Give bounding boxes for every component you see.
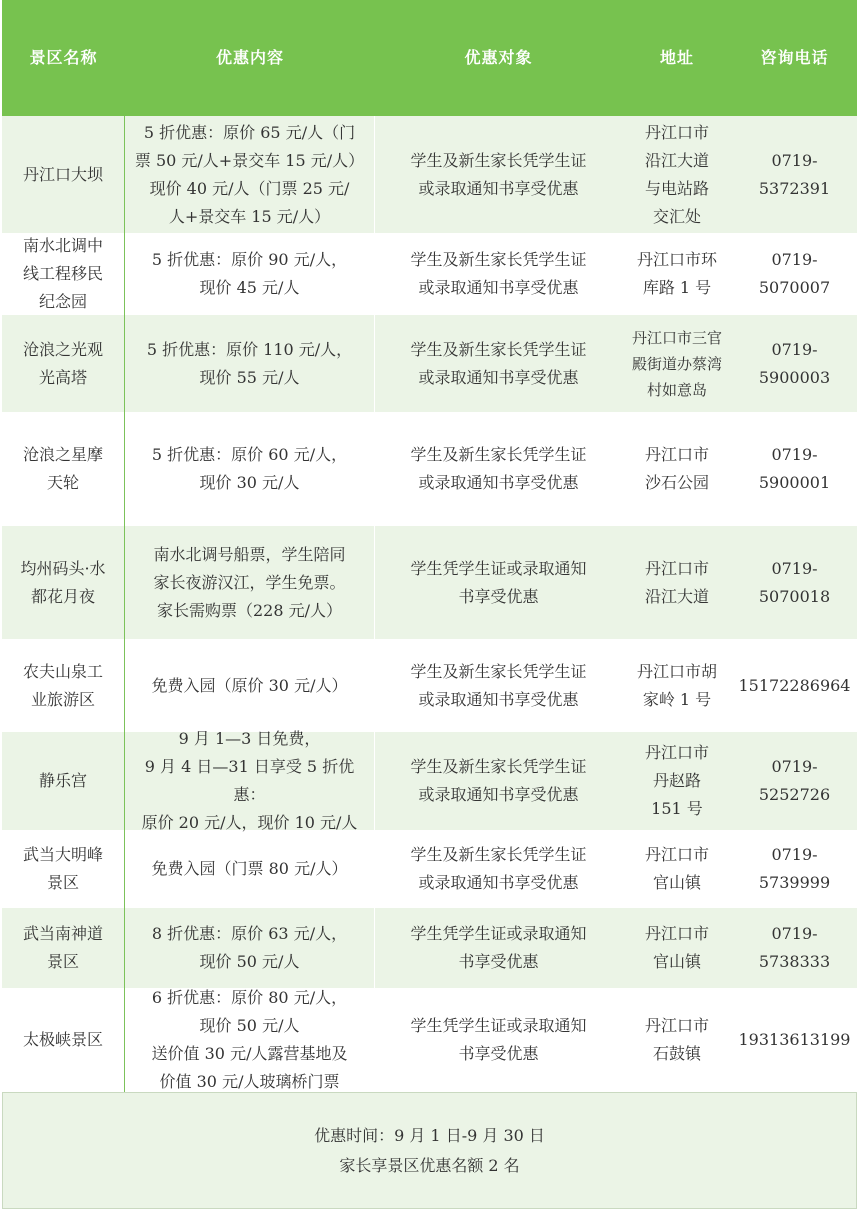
address-cell	[622, 732, 732, 830]
scenic-name-line: 沧浪之光观	[22, 339, 103, 359]
discount-line: 5 折优惠：原价 60 元/人，	[151, 445, 348, 464]
target-line: 或录取通知书享受优惠	[418, 473, 579, 492]
address-line: 丹江口市	[644, 558, 709, 578]
table-footer	[2, 1092, 857, 1209]
target-line: 书享受优惠	[458, 952, 539, 971]
target-cell	[375, 639, 622, 732]
discount-table	[2, 0, 857, 1209]
target-line: 书享受优惠	[458, 1044, 539, 1063]
address-line: 151 号	[651, 799, 703, 818]
phone-number: 0719-5900001	[758, 445, 831, 492]
discount-line: 家长夜游汉江，学生免票。	[153, 572, 346, 592]
discount-line: 南水北调号船票，学生陪同	[153, 544, 346, 564]
target-cell	[375, 315, 622, 412]
address-line: 丹江口市	[644, 1016, 709, 1035]
target-line: 或录取通知书享受优惠	[418, 873, 579, 892]
discount-line: 5 折优惠：原价 90 元/人，	[151, 250, 348, 269]
header-phone: 咨询电话	[760, 48, 829, 67]
discount-cell	[125, 639, 375, 732]
address-line: 殿街道办蔡湾	[631, 354, 722, 373]
scenic-name-cell	[2, 412, 125, 526]
scenic-name-line: 农夫山泉工	[22, 661, 103, 681]
phone-cell	[732, 908, 857, 988]
target-line: 或录取通知书享受优惠	[418, 278, 579, 297]
scenic-name-line: 太极峡景区	[22, 1030, 103, 1049]
scenic-name-line: 南水北调中	[22, 236, 103, 255]
target-cell	[375, 732, 622, 830]
header-target: 优惠对象	[464, 48, 533, 67]
scenic-name-cell	[2, 639, 125, 732]
discount-line: 价值 30 元/人玻璃桥门票	[159, 1072, 340, 1091]
discount-line: 8 折优惠：原价 63 元/人，	[151, 924, 348, 943]
target-line: 或录取通知书享受优惠	[418, 689, 579, 709]
address-cell	[622, 412, 732, 526]
discount-line: 免费入园（门票 80 元/人）	[151, 859, 348, 878]
phone-cell	[732, 988, 857, 1092]
scenic-name-line: 业旅游区	[30, 689, 95, 709]
address-cell	[622, 988, 732, 1092]
table-row	[2, 908, 857, 988]
header-scenic-name: 景区名称	[29, 48, 98, 67]
scenic-name-cell	[2, 908, 125, 988]
target-cell	[375, 233, 622, 315]
discount-line: 免费入园（原价 30 元/人）	[151, 675, 348, 695]
table-row	[2, 526, 857, 639]
discount-line: 家长需购票（228 元/人）	[156, 600, 342, 620]
discount-line: 5 折优惠：原价 110 元/人，	[146, 339, 353, 359]
address-line: 库路 1 号	[642, 278, 712, 297]
target-line: 学生及新生家长凭学生证	[410, 150, 587, 170]
target-line: 或录取通知书享受优惠	[418, 785, 579, 804]
address-line: 石鼓镇	[652, 1044, 701, 1063]
phone-number: 0719-5070018	[758, 558, 831, 606]
scenic-name-line: 武当大明峰	[22, 845, 103, 864]
phone-number: 0719-5738333	[758, 924, 831, 971]
address-line: 官山镇	[652, 873, 701, 892]
phone-number: 19313613199	[738, 1030, 851, 1049]
discount-line: 原价 20 元/人，现价 10 元/人	[141, 813, 358, 832]
address-cell	[622, 830, 732, 908]
address-line: 丹江口市	[644, 845, 709, 864]
scenic-name-cell	[2, 830, 125, 908]
footer-period: 优惠时间：9 月 1 日-9 月 30 日	[314, 1125, 545, 1145]
discount-line: 9 月 4 日—31 日享受 5 折优惠：	[144, 757, 355, 804]
target-line: 学生凭学生证或录取通知	[410, 924, 587, 943]
table-row	[2, 315, 857, 412]
address-cell	[622, 315, 732, 412]
phone-cell	[732, 412, 857, 526]
discount-cell	[125, 729, 375, 832]
table-body	[2, 116, 857, 1092]
discount-cell	[125, 116, 375, 233]
scenic-name-line: 景区	[46, 873, 79, 892]
target-line: 或录取通知书享受优惠	[418, 367, 579, 387]
scenic-name-line: 沧浪之星摩	[22, 445, 103, 464]
discount-cell	[125, 988, 375, 1092]
table-row	[2, 412, 857, 526]
phone-cell	[732, 732, 857, 830]
scenic-name-line: 光高塔	[38, 367, 87, 387]
scenic-name-cell	[2, 988, 125, 1092]
footer-quota: 家长享景区优惠名额 2 名	[339, 1155, 520, 1175]
discount-cell	[125, 233, 375, 315]
phone-cell	[732, 639, 857, 732]
discount-line: 人+景交车 15 元/人）	[168, 206, 331, 226]
address-line: 丹江口市	[644, 924, 709, 943]
table-row	[2, 729, 857, 832]
scenic-name-line: 都花月夜	[30, 586, 95, 606]
target-line: 学生及新生家长凭学生证	[410, 757, 587, 776]
header-discount: 优惠内容	[215, 48, 284, 67]
discount-line: 送价值 30 元/人露营基地及	[151, 1044, 348, 1063]
phone-number: 0719-5252726	[758, 757, 831, 804]
target-line: 学生凭学生证或录取通知	[410, 1016, 587, 1035]
table-row	[2, 116, 857, 233]
discount-line: 5 折优惠：原价 65 元/人（门	[143, 122, 356, 142]
scenic-name-line: 均州码头·水	[20, 558, 106, 578]
scenic-name-line: 武当南神道	[22, 924, 103, 943]
address-line: 家岭 1 号	[642, 689, 712, 709]
scenic-name-line: 纪念园	[38, 292, 87, 311]
phone-cell	[732, 526, 857, 639]
address-line: 丹江口市	[644, 445, 709, 464]
address-cell	[622, 116, 732, 233]
discount-line: 票 50 元/人+景交车 15 元/人）	[134, 150, 365, 170]
target-line: 学生及新生家长凭学生证	[410, 339, 587, 359]
phone-number: 0719-5372391	[758, 150, 831, 198]
phone-number: 15172286964	[738, 675, 851, 695]
address-line: 沙石公园	[644, 473, 709, 492]
target-line: 或录取通知书享受优惠	[418, 178, 579, 198]
address-cell	[622, 233, 732, 315]
phone-number: 0719-5070007	[758, 250, 831, 297]
scenic-name-line: 线工程移民	[22, 264, 103, 283]
discount-line: 现价 45 元/人	[199, 278, 300, 297]
address-line: 丹江口市三官	[631, 328, 722, 347]
scenic-name-cell	[2, 315, 125, 412]
target-cell	[375, 830, 622, 908]
discount-line: 9 月 1—3 日免费，	[178, 729, 321, 748]
scenic-name-cell	[2, 732, 125, 830]
discount-cell	[125, 908, 375, 988]
target-cell	[375, 412, 622, 526]
discount-cell	[125, 830, 375, 908]
scenic-name-line: 天轮	[46, 473, 79, 492]
address-line: 丹江口市	[644, 122, 709, 142]
scenic-name-cell	[2, 116, 125, 233]
target-cell	[375, 116, 622, 233]
table-row	[2, 988, 857, 1092]
scenic-name-cell	[2, 526, 125, 639]
phone-cell	[732, 830, 857, 908]
discount-line: 现价 30 元/人	[199, 473, 300, 492]
table-row	[2, 233, 857, 315]
scenic-name-line: 静乐宫	[38, 771, 87, 790]
address-line: 丹江口市	[644, 743, 709, 762]
table-row	[2, 830, 857, 908]
target-line: 学生凭学生证或录取通知	[410, 558, 587, 578]
table-row	[2, 639, 857, 732]
address-line: 与电站路	[644, 178, 709, 198]
discount-line: 6 折优惠：原价 80 元/人，	[151, 988, 348, 1007]
address-line: 丹江口市环	[636, 250, 717, 269]
target-cell	[375, 988, 622, 1092]
discount-line: 现价 50 元/人	[199, 952, 300, 971]
scenic-name-cell	[2, 233, 125, 315]
phone-cell	[732, 315, 857, 412]
address-line: 官山镇	[652, 952, 701, 971]
target-cell	[375, 908, 622, 988]
phone-cell	[732, 233, 857, 315]
discount-line: 现价 55 元/人	[199, 367, 300, 387]
target-cell	[375, 526, 622, 639]
address-cell	[622, 639, 732, 732]
scenic-name-line: 丹江口大坝	[22, 164, 103, 184]
address-cell	[622, 526, 732, 639]
target-line: 学生及新生家长凭学生证	[410, 250, 587, 269]
address-line: 丹江口市胡	[636, 661, 717, 681]
discount-line: 现价 50 元/人	[199, 1016, 300, 1035]
target-line: 学生及新生家长凭学生证	[410, 661, 587, 681]
target-line: 学生及新生家长凭学生证	[410, 845, 587, 864]
phone-number: 0719-5900003	[758, 339, 831, 387]
address-line: 丹赵路	[652, 771, 701, 790]
scenic-name-line: 景区	[46, 952, 79, 971]
discount-cell	[125, 315, 375, 412]
address-line: 沿江大道	[644, 586, 709, 606]
discount-cell	[125, 412, 375, 526]
header-address: 地址	[659, 48, 694, 67]
address-cell	[622, 908, 732, 988]
discount-cell	[125, 526, 375, 639]
address-line: 沿江大道	[644, 150, 709, 170]
target-line: 书享受优惠	[458, 586, 539, 606]
table-header	[2, 0, 857, 116]
target-line: 学生及新生家长凭学生证	[410, 445, 587, 464]
address-line: 村如意岛	[646, 380, 707, 399]
discount-line: 现价 40 元/人（门票 25 元/	[149, 178, 350, 198]
phone-number: 0719-5739999	[758, 845, 831, 892]
phone-cell	[732, 116, 857, 233]
address-line: 交汇处	[652, 206, 701, 226]
